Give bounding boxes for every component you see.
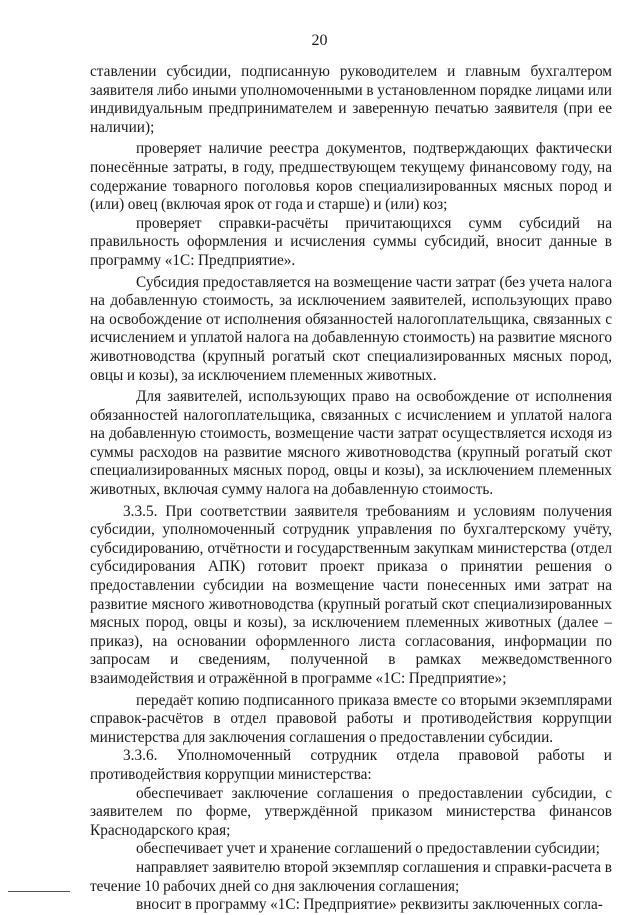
page-number: 20	[311, 32, 328, 49]
paragraph-continuation: ставлении субсидии, подписанную руководителем и главным бухгалтером заявителя либо иными уполномоченными в установленном порядке лицами или индивидуальным предпринимателем и заверенную печатью заявителя (при ее наличии);	[90, 63, 612, 136]
paragraph-order-copy-transfer: передаёт копию подписанного приказа вместе со вторыми экземплярами справок-расчётов в отдел правовой работы и противодействия коррупции министерства для заключения соглашения о предоставлении субсидии.	[90, 691, 612, 746]
paragraph-agreement-sending: направляет заявителю второй экземпляр соглашения и справки-расчета в течение 10 рабочих дней со дня заключения соглашения;	[90, 858, 612, 895]
paragraph-agreement-conclusion: обеспечивает заключение соглашения о предоставлении субсидии, с заявителем по форме, утверждённой приказом министерства финансов Краснодарского края;	[90, 784, 612, 839]
paragraph-3-3-6: 3.3.6. Уполномоченный сотрудник отдела правовой работы и противодействия коррупции министерства:	[90, 747, 612, 783]
footer-divider	[8, 891, 70, 892]
paragraph-tax-exempt-applicants: Для заявителей, использующих право на освобождение от исполнения обязанностей налогоплательщика, связанных с исчислением и уплатой налога на добавленную стоимость, возмещение части затрат осуществляется исходя из суммы расходов на развитие мясного животноводства (крупный рогатый скот специализированных мясных пород, овцы и козы), за исключением племенных животных, включая сумму налога на добавленную стоимость.	[90, 388, 612, 499]
paragraph-3-3-5: 3.3.5. При соответствии заявителя требованиям и условиям получения субсидии, уполномоченный сотрудник управления по бухгалтерскому учёту, субсидированию, отчётности и государственным закупкам министерства (отдел субсидирования АПК) готовит проект приказа о принятии решения о предоставлении субсидии на возмещение части понесенных ими затрат на развитие мясного животноводства (крупный рогатый скот специализированных мясных пород, овцы и козы), за исключением племенных животных (далее – приказ), на основании оформленного листа согласования, информации по запросам и сведениям, полученной в рамках межведомственного взаимодействия и отражённой в программе «1С: Предприятие»;	[90, 502, 612, 687]
document-body	[90, 63, 612, 915]
paragraph-subsidy-purpose: Субсидия предоставляется на возмещение части затрат (без учета налога на добавленную стоимость, за исключением заявителей, использующих право на освобождение от исполнения обязанностей налогоплательщика, связанных с исчислением и уплатой налога на добавленную стоимость) на развитие мясного животноводства (крупный рогатый скот специализированных мясных пород, овцы и козы), за исключением племенных животных.	[90, 273, 612, 384]
paragraph-registry-check: проверяет наличие реестра документов, подтверждающих фактически понесённые затраты, в году, предшествующем текущему финансовому году, на содержание товарного поголовья коров специализированных мясных пород и (или) овец (включая ярок от года и старше) и (или) коз;	[90, 140, 612, 214]
paragraph-agreement-storage: обеспечивает учет и хранение соглашений о предоставлении субсидии;	[136, 840, 600, 858]
paragraph-1c-entry: вносит в программу «1С: Предприятие» реквизиты заключенных согла-	[136, 896, 603, 914]
paragraph-calculation-check: проверяет справки-расчёты причитающихся сумм субсидий на правильность оформления и исчисления суммы субсидий, вносит данные в программу «1С: Предприятие».	[90, 214, 612, 269]
